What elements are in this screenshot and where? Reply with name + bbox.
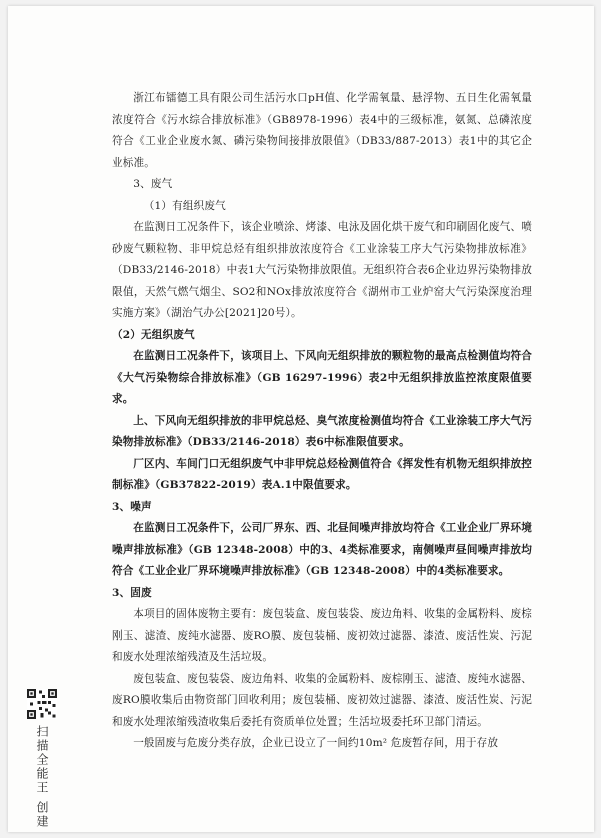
- paragraph-organized-exhaust: 在监测日工况条件下，该企业喷涂、烤漆、电泳及固化烘干废气和印刷固化废气、喷砂废气颗粒物、非甲烷总烃有组织排放浓度符合《工业涂装工序大气污染物排放标准》（DB33/2146-2018）中表1大气污染物排放限值。无组织符合表6企业边界污染物排放限值，天然气燃气烟尘、SO2和NOx排放浓度符合《湖州市工业炉窑大气污染深度治理实施方案》（湖治气办公[2021]20号）。: [112, 221, 532, 319]
- subheading-organized-exhaust: （1）有组织废气: [143, 199, 226, 212]
- scanner-watermark: 扫描全能王 创建: [35, 725, 49, 829]
- section-heading-noise: 3、噪声: [112, 500, 152, 513]
- paragraph-nmhc-odor: 上、下风向无组织排放的非甲烷总烃、臭气浓度检测值均符合《工业涂装工序大气污染物排放标准》（DB33/2146-2018）表6中标准限值要求。: [112, 414, 532, 448]
- paragraph-particulates: 在监测日工况条件下，该项目上、下风向无组织排放的颗粒物的最高点检测值均符合《大气污染物综合排放标准》（GB 16297-1996）表2中无组织排放监控浓度限值要求。: [112, 350, 532, 405]
- section-heading-solid-waste: 3、固废: [112, 586, 152, 599]
- section-heading-exhaust: 3、废气: [133, 178, 173, 190]
- paragraph-solid-waste-handling: 废包装盒、废包装袋、废边角料、收集的金属粉料、废棕刚玉、滤渣、废纯水滤器、废RO膜收集后由物资部门回收利用；废包装桶、废初效过滤器、漆渣、废活性炭、污泥和废水处理浓缩残渣收集后委托有资质单位处置；生活垃圾委托环卫部门清运。: [112, 672, 532, 728]
- qr-code-icon: [27, 689, 57, 719]
- subheading-unorganized-exhaust: （2）无组织废气: [112, 328, 195, 341]
- paragraph-solid-waste-list: 本项目的固体废物主要有：废包装盒、废包装袋、废边角料、收集的金属粉料、废棕刚玉、滤渣、废纯水滤器、废RO膜、废包装桶、废初效过滤器、漆渣、废活性炭、污泥和废水处理浓缩残渣及生活垃圾。: [112, 608, 532, 663]
- paragraph-wastewater: 浙江布镭德工具有限公司生活污水口pH值、化学需氧量、悬浮物、五日生化需氧量浓度符合《污水综合排放标准》（GB8978-1996）表4中的三级标准，氨氮、总磷浓度符合《工业企业废水氮、磷污染物间接排放限值》（DB33/887-2013）表1中的其它企业标准。: [112, 92, 532, 169]
- paragraph-storage: 一般固废与危废分类存放，企业已设立了一间约10m² 危废暂存间，用于存放: [133, 737, 499, 749]
- document-page: [8, 6, 594, 832]
- paragraph-noise: 在监测日工况条件下，公司厂界东、西、北昼间噪声排放均符合《工业企业厂界环境噪声排放标准》（GB 12348-2008）中的3、4类标准要求，南侧噪声昼间噪声排放均符合《工业企业厂界环境噪声排放标准》（GB 12348-2008）中的4类标准要求。: [112, 522, 532, 577]
- document-body: [112, 88, 532, 755]
- paragraph-workshop-vocs: 厂区内、车间门口无组织废气中非甲烷总烃检测值符合《挥发性有机物无组织排放控制标准》（GB37822-2019）表A.1中限值要求。: [112, 457, 532, 491]
